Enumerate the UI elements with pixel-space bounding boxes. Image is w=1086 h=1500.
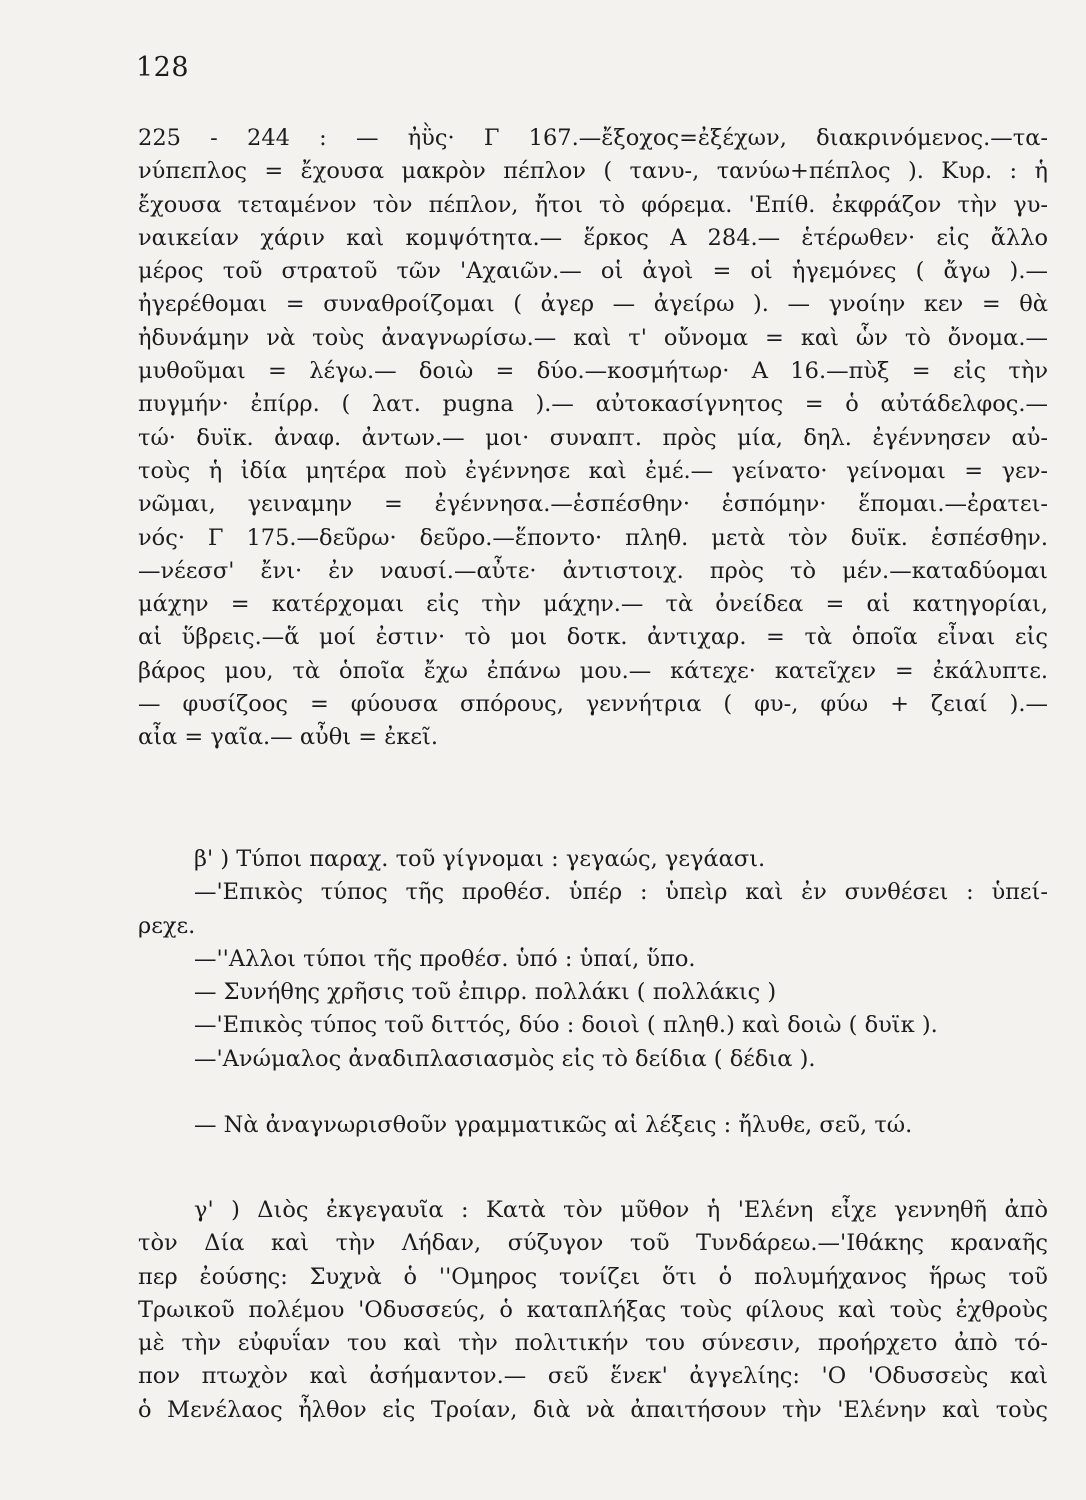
text-line: — φυσίζοος = φύουσα σπόρους, γεννήτρια ( φυ-, φύω + ζειαί ).— bbox=[138, 691, 1048, 718]
text-line: ναικείαν χάριν καὶ κομψότητα.— ἕρκος Α 284.— ἑτέρωθεν· εἰς ἄλλο bbox=[138, 224, 1048, 251]
text-line: — Συνήθης χρῆσις τοῦ ἐπιρρ. πολλάκι ( πολλάκις ) bbox=[194, 979, 777, 1006]
text-line: μυθοῦμαι = λέγω.— δοιὼ = δύο.—κοσμήτωρ· Α 16.—πὺξ = εἰς τὴν bbox=[138, 358, 1048, 385]
text-line: ἔχουσα τεταμένον τὸν πέπλον, ἤτοι τὸ φόρεμα. 'Επίθ. ἐκφράζον τὴν γυ- bbox=[138, 191, 1048, 218]
vocabulary-notes-section bbox=[138, 122, 1048, 755]
text-line: ἠγερέθομαι = συναθροίζομαι ( ἀγερ — ἀγείρω ). — γνοίην κεν = θὰ bbox=[138, 291, 1048, 318]
text-line: νῶμαι, γειναμην = ἐγέννησα.—ἑσπέσθην· ἑσπόμην· ἕπομαι.—ἐρατει- bbox=[138, 491, 1048, 518]
text-line: αἱ ὕβρεις.—ἅ μοί ἐστιν· τὸ μοι δοτκ. ἀντιχαρ. = τὰ ὁποῖα εἶναι εἰς bbox=[138, 624, 1048, 651]
text-line: νύπεπλος = ἔχουσα μακρὸν πέπλον ( τανυ-, τανύω+πέπλος ). Κυρ. : ἡ bbox=[138, 158, 1048, 185]
text-line: πον πτωχὸν καὶ ἀσήμαντον.— σεῦ ἕνεκ' ἀγγελίης: 'Ο 'Οδυσσεὺς καὶ bbox=[138, 1363, 1048, 1390]
text-line: νός· Γ 175.—δεῦρω· δεῦρο.—ἕποντο· πληθ. μετὰ τὸν δυϊκ. ἑσπέσθην. bbox=[138, 524, 1048, 551]
text-line: τώ· δυϊκ. ἀναφ. ἀντων.— μοι· συναπτ. πρὸς μία, δηλ. ἐγέννησεν αὐ- bbox=[138, 424, 1048, 451]
text-line: περ ἐούσης: Συχνὰ ὁ ''Ομηρος τονίζει ὅτι ὁ πολυμήχανος ἥρως τοῦ bbox=[138, 1263, 1048, 1290]
text-line: τὸν Δία καὶ τὴν Λήδαν, σύζυγον τοῦ Τυνδάρεω.—'Ιθάκης κραναῆς bbox=[138, 1230, 1048, 1257]
text-line: β' ) Τύποι παραχ. τοῦ γίγνομαι : γεγαώς, γεγάασι. bbox=[194, 846, 766, 872]
commentary-section bbox=[138, 1194, 1048, 1427]
text-line: αἶα = γαῖα.— αὖθι = ἐκεῖ. bbox=[138, 724, 438, 751]
text-line: ἠδυνάμην νὰ τοὺς ἀναγνωρίσω.— καὶ τ' οὔνομα = καὶ ὧν τὸ ὄνομα.— bbox=[138, 324, 1048, 351]
text-line: μάχην = κατέρχομαι εἰς τὴν μάχην.— τὰ ὀνείδεα = αἱ κατηγορίαι, bbox=[138, 591, 1048, 618]
exercise-line: — Νὰ ἀναγνωρισθοῦν γραμματικῶς αἱ λέξεις : ἤλυθε, σεῦ, τώ. bbox=[194, 1112, 913, 1139]
text-line: ρεχε. bbox=[138, 912, 196, 939]
text-line: —'Ανώμαλος ἀναδιπλασιασμὸς εἰς τὸ δείδια ( δέδια ). bbox=[194, 1045, 816, 1072]
grammar-notes-section bbox=[138, 843, 1048, 1143]
text-line: μὲ τὴν εὐφυΐαν του καὶ τὴν πολιτικήν του σύνεσιν, προήρχετο ἀπὸ τό- bbox=[138, 1330, 1048, 1357]
text-line: γ' ) Διὸς ἐκγεγαυῖα : Κατὰ τὸν μῦθον ἡ 'Ελένη εἶχε γεννηθῆ ἀπὸ bbox=[194, 1197, 1048, 1223]
text-line: —''Αλλοι τύποι τῆς προθέσ. ὑπό : ὑπαί, ὕπο. bbox=[194, 945, 696, 972]
text-line: —νέεσσ' ἔνι· ἐν ναυσί.—αὖτε· ἀντιστοιχ. πρὸς τὸ μέν.—καταδύομαι bbox=[138, 557, 1048, 584]
text-line: πυγμήν· ἐπίρρ. ( λατ. pugna ).— αὐτοκασίγνητος = ὁ αὐτάδελφος.— bbox=[138, 391, 1048, 418]
page-number: 128 bbox=[136, 52, 190, 83]
text-line: Τρωικοῦ πολέμου 'Οδυσσεύς, ὁ καταπλήξας τοὺς φίλους καὶ τοὺς ἐχθροὺς bbox=[138, 1296, 1048, 1323]
text-line: —'Επικὸς τύπος τῆς προθέσ. ὑπέρ : ὑπεὶρ καὶ ἐν συνθέσει : ὑπεί- bbox=[194, 879, 1048, 906]
text-line: 225 - 244 : — ἠῢς· Γ 167.—ἔξοχος=ἐξέχων, διακρινόμενος.—τα- bbox=[138, 125, 1048, 151]
text-line: μέρος τοῦ στρατοῦ τῶν 'Αχαιῶν.— οἱ ἀγοὶ = οἱ ἡγεμόνες ( ἄγω ).— bbox=[138, 258, 1048, 285]
text-line: ὁ Μενέλαος ἦλθον εἰς Τροίαν, διὰ νὰ ἀπαιτήσουν τὴν 'Ελένην καὶ τοὺς bbox=[138, 1396, 1048, 1423]
blank-line bbox=[138, 1076, 1048, 1109]
text-line: βάρος μου, τὰ ὁποῖα ἔχω ἐπάνω μου.— κάτεχε· κατεῖχεν = ἐκάλυπτε. bbox=[138, 657, 1048, 684]
text-line: τοὺς ἡ ἰδία μητέρα ποὺ ἐγέννησε καὶ ἐμέ.— γείνατο· γείνομαι = γεν- bbox=[138, 457, 1048, 484]
text-line: —'Επικὸς τύπος τοῦ διττός, δύο : δοιοὶ ( πληθ.) καὶ δοιὼ ( δυϊκ ). bbox=[194, 1012, 938, 1039]
